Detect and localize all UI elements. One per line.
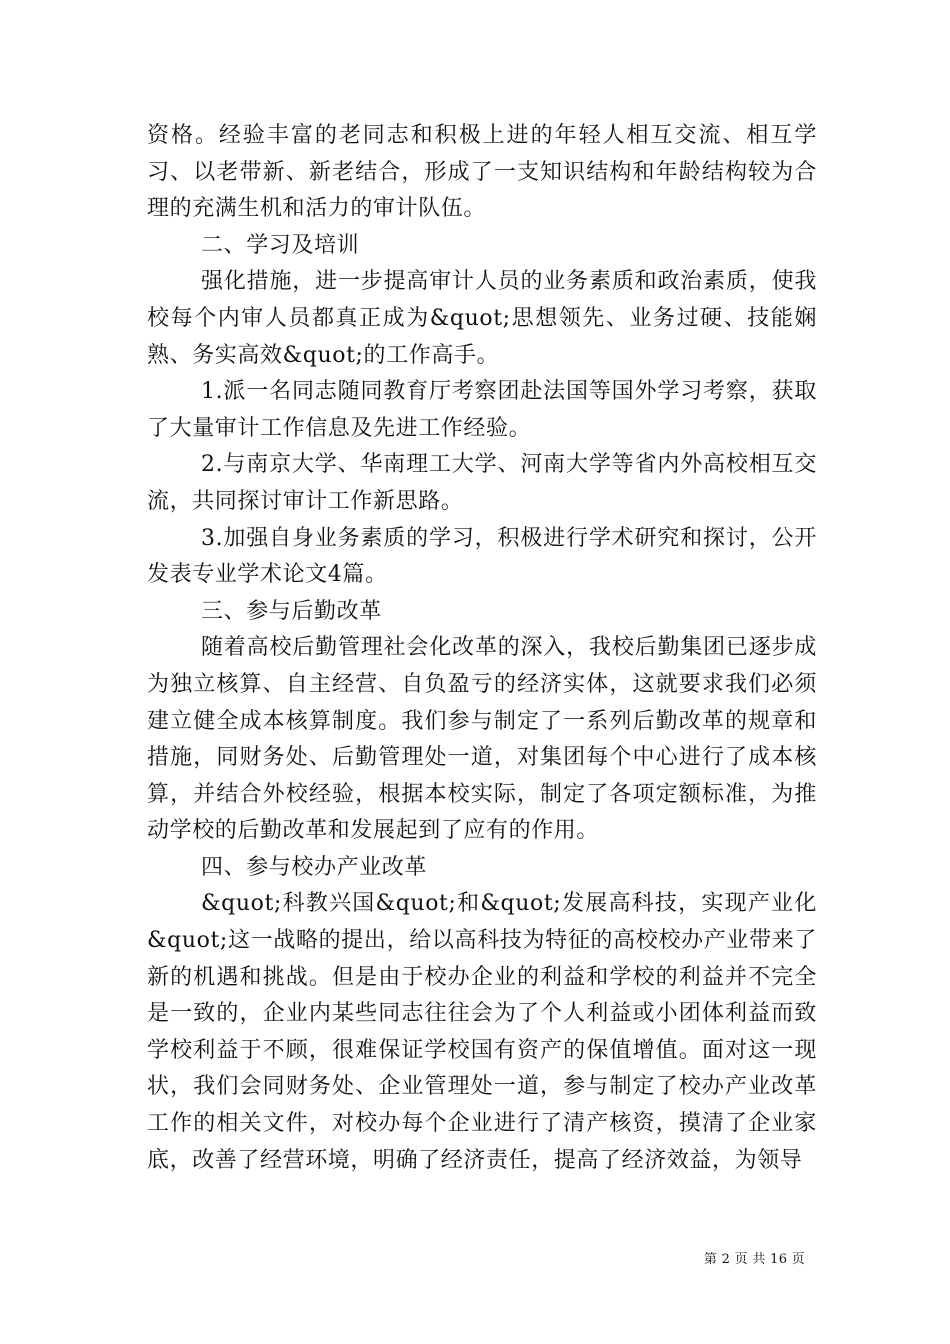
paragraph-logistics-reform: 随着高校后勤管理社会化改革的深入，我校后勤集团已逐步成为独立核算、自主经营、自负盈亏的经济实体，这就要求我们必须建立健全成本核算制度。我们参与制定了一系列后勤改革的规章和措施，同财务处、后勤管理处一道，对集团每个中心进行了成本核算，并结合外校经验，根据本校实际，制定了各项定额标准，为推动学校的后勤改革和发展起到了应有的作用。 bbox=[147, 635, 817, 844]
section-heading-logistics-reform: 三、参与后勤改革 bbox=[201, 598, 382, 624]
list-item-1: 1.派一名同志随同教育厅考察团赴法国等国外学习考察，获取了大量审计工作信息及先进工作经验。 bbox=[147, 379, 817, 441]
document-body bbox=[147, 118, 817, 1179]
section-heading-industry-reform: 四、参与校办产业改革 bbox=[201, 854, 428, 880]
paragraph-continuation: 资格。经验丰富的老同志和积极上进的年轻人相互交流、相互学习、以老带新、新老结合，形成了一支知识结构和年龄结构较为合理的充满生机和活力的审计队伍。 bbox=[147, 123, 817, 222]
section-heading-study-training: 二、学习及培训 bbox=[201, 232, 360, 258]
list-item-2: 2.与南京大学、华南理工大学、河南大学等省内外高校相互交流，共同探讨审计工作新思路。 bbox=[147, 452, 817, 514]
list-item-3: 3.加强自身业务素质的学习，积极进行学术研究和探讨，公开发表专业学术论文4篇。 bbox=[147, 525, 817, 588]
paragraph-study-intro: 强化措施，进一步提高审计人员的业务素质和政治素质，使我校每个内审人员都真正成为&quot;思想领先、业务过硬、技能娴熟、务实高效&quot;的工作高手。 bbox=[147, 269, 817, 368]
page-number-footer: 第 2 页 共 16 页 bbox=[703, 1252, 805, 1267]
paragraph-industry-reform: &quot;科教兴国&quot;和&quot;发展高科技，实现产业化&quot;这一战略的提出，给以高科技为特征的高校校办产业带来了新的机遇和挑战。但是由于校办企业的利益和学校的利益并不完全是一致的，企业内某些同志往往会为了个人利益或小团体利益而致学校利益于不顾，很难保证学校国有资产的保值增值。面对这一现状，我们会同财务处、企业管理处一道，参与制定了校办产业改革工作的相关文件，对校办每个企业进行了清产核资，摸清了企业家底，改善了经营环境，明确了经济责任，提高了经济效益，为领导 bbox=[147, 891, 817, 1173]
